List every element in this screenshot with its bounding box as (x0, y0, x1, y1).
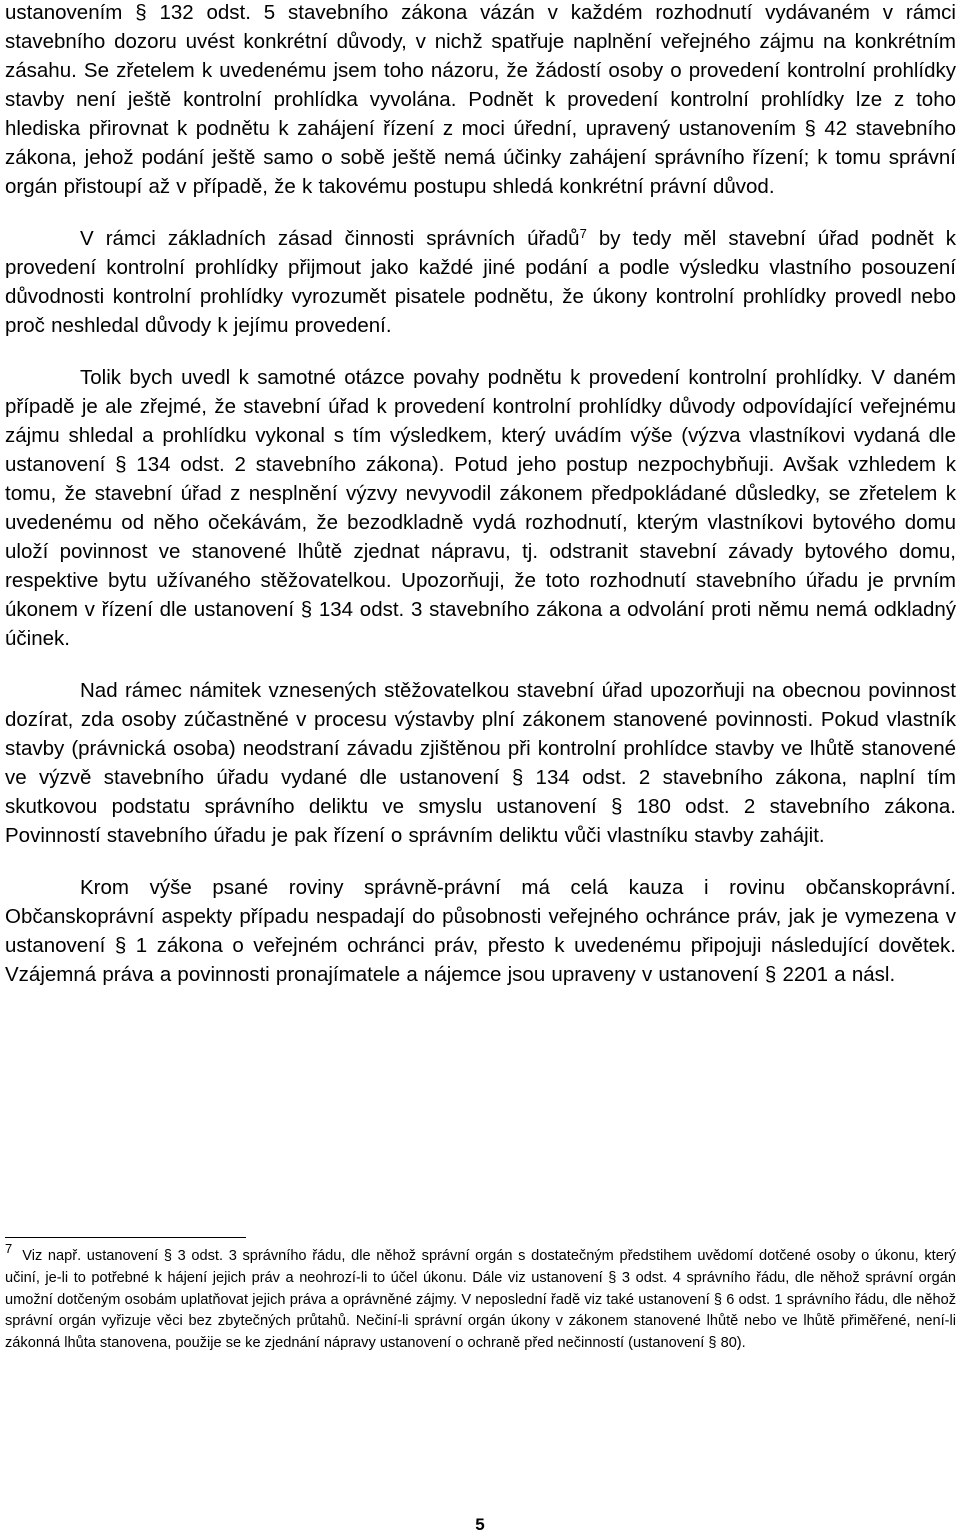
footnote-reference[interactable]: 7 (579, 226, 587, 241)
paragraph-principles (5, 224, 956, 340)
paragraph-inspection: Tolik bych uvedl k samotné otázce povahy podnětu k provedení kontrolní prohlídky. V daném případě je ale zřejmé, že stavební úřad k provedení kontrolní prohlídky důvody odpovídající veřejnému zájmu shledal a prohlídku vykonal s tím výsledkem, který uvádím výše (výzva vlastníkovi vydaná dle ustanovení § 134 odst. 2 stavebního zákona). Potud jeho postup nezpochybňuji. Avšak vzhledem k tomu, že stavební úřad z nesplnění výzvy nevyvodil zákonem předpokládané důsledky, se zřetelem k uvedenému od něho očekávám, že bezodkladně vydá rozhodnutí, kterým vlastníkovi bytového domu uloží povinnost ve stanovené lhůtě zjednat nápravu, tj. odstranit stavební závady bytového domu, respektive bytu užívaného stěžovatelkou. Upozorňuji, že toto rozhodnutí stavebního úřadu je prvním úkonem v řízení dle ustanovení § 134 odst. 3 stavebního zákona a odvolání proti němu nemá odkladný účinek. (5, 366, 956, 650)
footnote (5, 1241, 956, 1355)
footnote-separator (5, 1237, 246, 1238)
page-number: 5 (475, 1515, 485, 1534)
paragraph-administrative-offence: Nad rámec námitek vznesených stěžovatelkou stavební úřad upozorňuji na obecnou povinnost dozírat, zda osoby zúčastněné v procesu výstavby plní zákonem stanovené povinnosti. Pokud vlastník stavby (právnická osoba) neodstraní závadu zjištěnou při kontrolní prohlídce stavby ve lhůtě stanovené ve výzvě stavebního úřadu vydané dle ustanovení § 134 odst. 2 stavebního zákona, naplní tím skutkovou podstatu správního deliktu ve smyslu ustanovení § 180 odst. 2 stavebního zákona. Povinností stavebního úřadu je pak řízení o správním deliktu vůči vlastníku stavby zahájit. (5, 679, 956, 847)
body-text (5, 0, 956, 989)
paragraph-text: by tedy měl stavební úřad podnět k provedení kontrolní prohlídky přijmout jako každé jiné podání a podle výsledku vlastního posouzení důvodnosti kontrolní prohlídky vyrozumět pisatele podnětu, že úkony kontrolní prohlídky provedl nebo proč neshledal důvody k jejímu provedení. (5, 227, 956, 337)
paragraph-civil-law: Krom výše psané roviny správně-právní má celá kauza i rovinu občanskoprávní. Občanskoprávní aspekty případu nespadají do působnosti veřejného ochránce práv, jak je vymezena v ustanovení § 1 zákona o veřejném ochránci práv, přesto k uvedenému připojuji následující dovětek. Vzájemná práva a povinnosti pronajímatele a nájemce jsou upraveny v ustanovení § 2201 a násl. (5, 876, 956, 986)
paragraph-text: V rámci základních zásad činnosti správních úřadů (80, 227, 580, 250)
document-page (5, 0, 956, 989)
footnotes (5, 1241, 956, 1355)
footnote-text: Viz např. ustanovení § 3 odst. 3 správního řádu, dle něhož správní orgán s dostatečným předstihem uvědomí dotčené osoby o úkonu, který učiní, je-li to potřebné k hájení jejich práv a neohrozí-li to účel úkonu. Dále viz ustanovení § 3 odst. 4 správního řádu, dle něhož správní orgán umožní dotčeným osobám uplatňovat jejich práva a oprávněné zájmy. V neposlední řadě viz také ustanovení § 6 odst. 1 správního řádu, dle něhož správní orgán vyřizuje věci bez zbytečných průtahů. Nečiní-li správní orgán úkony v zákonem stanovené lhůtě nebo ve lhůtě přiměřené, není-li zákonná lhůta stanovena, použije se ke zjednání nápravy ustanovení o ochraně před nečinností (ustanovení § 80). (5, 1248, 956, 1352)
footnote-number: 7 (5, 1241, 13, 1256)
paragraph-continuation: ustanovením § 132 odst. 5 stavebního zákona vázán v každém rozhodnutí vydávaném v rámci stavebního dozoru uvést konkrétní důvody, v nichž spatřuje naplnění veřejného zájmu na konkrétním zásahu. Se zřetelem k uvedenému jsem toho názoru, že žádostí osoby o provedení kontrolní prohlídky stavby není ještě kontrolní prohlídka vyvolána. Podnět k provedení kontrolní prohlídky lze z toho hlediska přirovnat k podnětu k zahájení řízení z moci úřední, upravený ustanovením § 42 stavebního zákona, jehož podání ještě samo o sobě ještě nemá účinky zahájení správního řízení; k tomu správní orgán přistoupí až v případě, že k takovému postupu shledá konkrétní právní důvod. (5, 1, 956, 198)
